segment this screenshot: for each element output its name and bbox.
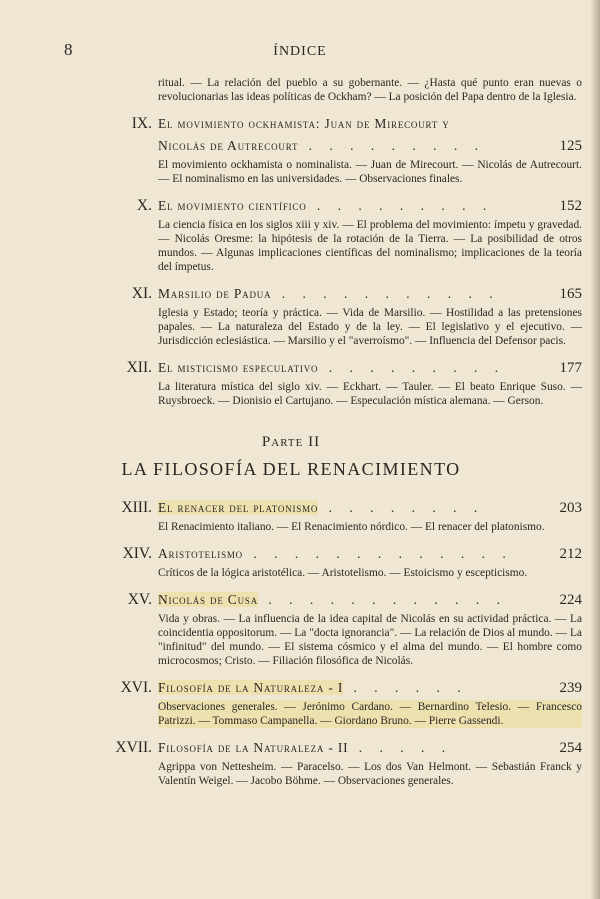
chapter-description: Críticos de la lógica aristotélica. — Aristotelismo. — Estoicismo y escepticismo. <box>158 567 528 579</box>
toc-entry-xiii <box>100 498 582 534</box>
toc-entry-ix <box>100 114 582 186</box>
chapter-number: XII. <box>126 359 152 376</box>
page-edge-shadow <box>590 0 600 899</box>
chapter-description: La ciencia física en los siglos xiii y xiv. — El problema del movimiento: ímpetu y gravedad. — Nicolás Oresme: la hipótesis de la rotación de la Tierra. — La posibilidad de otros mundos. — Algunas implicaciones científicas del nominalismo; implicaciones de la teoría del ímpetus. <box>158 219 582 273</box>
chapter-title: El movimiento ockhamista: Juan de Mirecourt y <box>158 116 450 131</box>
chapter-page: 203 <box>559 500 582 516</box>
chapter-page: 254 <box>559 740 582 756</box>
chapter-number: XVII. <box>115 739 152 756</box>
toc-content <box>100 76 582 788</box>
chapter-page: 239 <box>559 680 582 696</box>
chapter-number: X. <box>136 197 152 214</box>
chapter-title: Nicolás de Cusa . . . . . . . . . . . . <box>158 592 508 607</box>
chapter-page: 224 <box>559 592 582 608</box>
chapter-number: XIII. <box>121 499 152 516</box>
toc-entry-xiv <box>100 544 582 580</box>
chapter-description: Agrippa von Nettesheim. — Paracelso. — Los dos Van Helmont. — Sebastián Franck y Valentín Weigel. — Jacobo Böhme. — Observaciones generales. <box>158 761 582 787</box>
chapter-title: Filosofía de la Naturaleza - II . . . . . <box>158 740 453 755</box>
toc-entry-xi <box>100 284 582 348</box>
chapter-number: XV. <box>127 591 152 608</box>
part-label: Parte II <box>261 434 321 450</box>
chapter-number: XI. <box>131 285 152 302</box>
running-header: ÍNDICE <box>273 44 327 59</box>
chapter-title: Aristotelismo . . . . . . . . . . . . . <box>158 546 513 561</box>
chapter-number: IX. <box>131 115 152 132</box>
chapter-title: El renacer del platonismo . . . . . . . . <box>158 500 485 515</box>
chapter-description: Iglesia y Estado; teoría y práctica. — Vida de Marsilio. — Hostilidad a las pretensiones papales. — La naturaleza del Estado y de la ley. — El legislativo y el ejecutivo. — Jurisdicción eclesiástica. — Marsilio y el "averroísmo". — Influencia del Defensor pacis. <box>158 307 582 347</box>
toc-entry-x <box>100 196 582 274</box>
chapter-number: XIV. <box>122 545 152 562</box>
chapter-description: El Renacimiento italiano. — El Renacimiento nórdico. — El renacer del platonismo. <box>158 521 545 533</box>
chapter-page: 125 <box>559 138 582 154</box>
chapter-title: Filosofía de la Naturaleza - I . . . . . . <box>158 680 468 695</box>
page-number: 8 <box>64 40 73 59</box>
intro-description: ritual. — La relación del pueblo a su gobernante. — ¿Hasta qué punto eran nuevas o revolucionarias las ideas políticas de Ockham? — La posición del Papa dentro de la Iglesia. <box>158 77 582 103</box>
toc-entry-xii <box>100 358 582 408</box>
chapter-description: El movimiento ockhamista o nominalista. — Juan de Mirecourt. — Nicolás de Autrecourt. — El nominalismo en las universidades. — Observaciones finales. <box>158 159 582 185</box>
chapter-page: 212 <box>559 546 582 562</box>
chapter-number: XVI. <box>120 679 152 696</box>
chapter-title: El movimiento científico . . . . . . . . . <box>158 198 494 213</box>
chapter-title-continued: Nicolás de Autrecourt . . . . . . . . . <box>158 138 486 153</box>
chapter-page: 177 <box>559 360 582 376</box>
toc-entry-xvii <box>100 738 582 788</box>
toc-entry-xv <box>100 590 582 668</box>
chapter-description: Observaciones generales. — Jerónimo Cardano. — Bernardino Telesio. — Francesco Patrizzi. — Tommaso Campanella. — Giordano Bruno. — Pierre Gassendi. <box>158 701 582 727</box>
chapter-description: La literatura mística del siglo xiv. — Eckhart. — Tauler. — El beato Enrique Suso. — Ruysbroeck. — Dionisio el Cartujano. — Especulación mística alemana. — Gerson. <box>158 381 582 407</box>
chapter-title: Marsilio de Padua . . . . . . . . . . . <box>158 286 500 301</box>
part-title: LA FILOSOFÍA DEL RENACIMIENTO <box>121 459 461 479</box>
toc-entry-xvi <box>100 678 582 728</box>
chapter-page: 152 <box>559 198 582 214</box>
chapter-page: 165 <box>559 286 582 302</box>
chapter-description: Vida y obras. — La influencia de la idea capital de Nicolás en su actividad práctica. — La coincidentia oppositorum. — La "docta ignorancia". — La relación de Dios al mundo. — La "infinitud" del mundo. — El sistema cósmico y el alma del mundo. — El hombre como microcosmos; Cristo. — Filiación filosófica de Nicolás. <box>158 613 582 667</box>
chapter-title: El misticismo especulativo . . . . . . . . . <box>158 360 506 375</box>
